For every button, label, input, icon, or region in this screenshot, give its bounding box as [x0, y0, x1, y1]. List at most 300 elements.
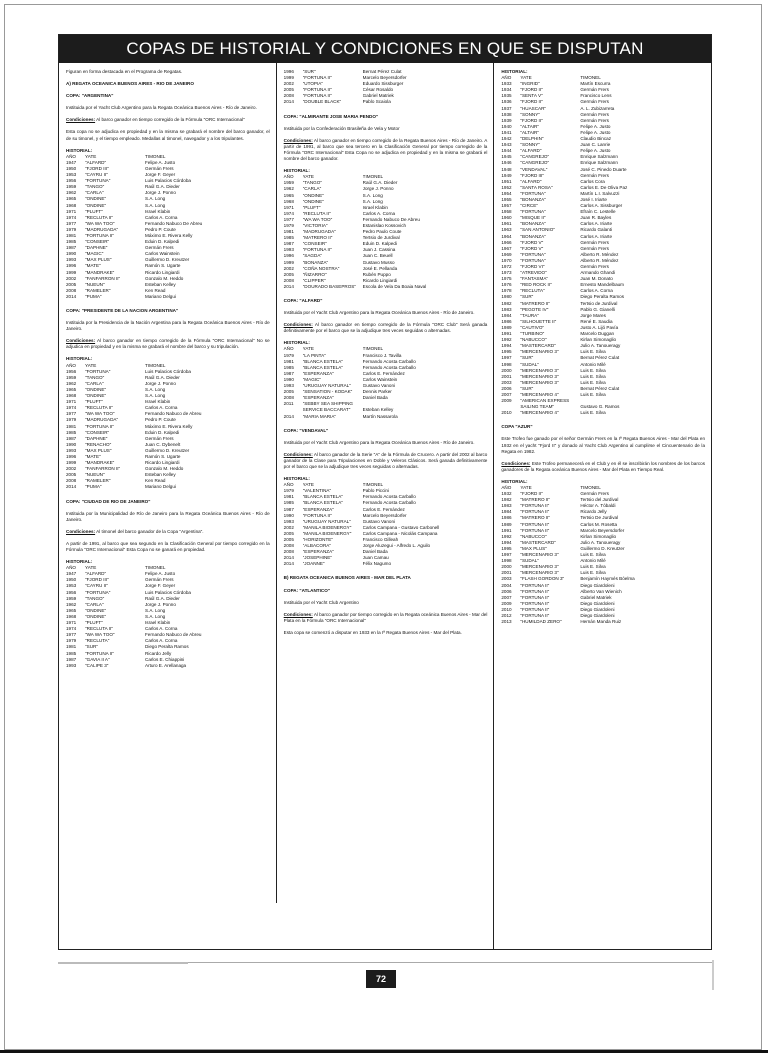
historial-table	[66, 559, 270, 669]
yacht-cell: "CARLA"	[302, 186, 322, 192]
year-cell: 1962	[66, 190, 77, 196]
helmsman-cell: Tertsio de Jurdival	[362, 235, 400, 241]
helmsman-cell: Raúl G.A. Dieder	[362, 180, 398, 186]
column-2	[276, 63, 494, 903]
helmsman-cell: Enrique Salzmann	[580, 154, 618, 160]
yacht-cell: "RENACHO"	[85, 441, 112, 447]
helmsman-cell: S.A. Long	[145, 386, 166, 392]
copa-title: COPA: "ALFARD"	[283, 298, 323, 303]
year-cell: 1954	[501, 190, 512, 196]
helmsman-cell: S.A. Long	[145, 607, 166, 613]
year-cell: 1963	[501, 227, 512, 233]
year-cell: 2002	[283, 524, 294, 530]
historial-row	[284, 561, 488, 567]
historial-table	[66, 148, 270, 300]
yacht-cell: "MADRUGADA"	[85, 226, 119, 232]
yacht-cell: "FORTUNA"	[520, 257, 546, 263]
year-cell: 2014	[283, 561, 294, 567]
helmsman-cell: Germán Frers	[580, 245, 609, 251]
yacht-cell: "TANGO"	[85, 184, 105, 190]
conditions-label: Condiciones:	[283, 611, 313, 617]
helmsman-cell: Jorge J. Ponno	[145, 380, 176, 386]
helmsman-cell: Raúl G.A. Dieder	[145, 184, 180, 190]
year-cell: 1998	[501, 558, 512, 564]
helmsman-cell: Luis E. Silva	[580, 410, 606, 416]
copa-description: Instituida por el Yacht Club Argentino para la Regata Oceánica Buenos Aires - Río de Janeiro.	[283, 310, 475, 316]
year-cell: 2005	[283, 389, 294, 395]
helmsman-cell: Diego Peralta Ramos	[580, 294, 625, 300]
year-cell: 1962	[66, 380, 77, 386]
helmsman-cell: Gustavo Musso	[362, 259, 395, 265]
year-cell: 1989	[501, 521, 512, 527]
helmsman-cell: S.A. Long	[145, 202, 166, 208]
year-cell: 1977	[66, 220, 77, 226]
yacht-cell: "CAUTIVO"	[520, 324, 545, 330]
yacht-cell: "BLANCA ESTELA"	[302, 500, 343, 506]
year-cell: 1999	[283, 75, 294, 81]
year-cell: 1969	[501, 251, 512, 257]
yacht-cell: "WA WA TOO"	[85, 220, 115, 226]
helmsman-cell: José E. Pellanda	[362, 265, 398, 271]
conditions-label: Condiciones:	[66, 338, 96, 344]
helmsman-cell: Alberto R. Méndez	[580, 257, 619, 263]
helmsman-cell: Fernando Acosta Carballo	[362, 494, 416, 500]
year-cell: 1968	[283, 198, 294, 204]
year-cell: 1936	[501, 99, 512, 105]
helmsman-cell: Luis E. Silva	[580, 564, 606, 570]
year-cell: 1978	[501, 288, 512, 294]
helmsman-cell: José C. Pinedo Duarte	[580, 166, 627, 172]
yacht-cell: "PLUFT"	[85, 399, 103, 405]
yacht-cell: "FJORD III"	[85, 165, 109, 171]
helmsman-cell: Justo A. Lijó Pavía	[580, 324, 619, 330]
yacht-cell: "MAGIC"	[302, 376, 321, 382]
helmsman-cell: Carlos Wainstein	[145, 251, 180, 257]
yacht-cell: "BLANCA ESTELA"	[302, 364, 343, 370]
yacht-cell: "ESPERANZA"	[302, 395, 334, 401]
yacht-cell: "FORTUNA II"	[85, 423, 114, 429]
yacht-cell: "LA PINTA"	[302, 352, 326, 358]
year-cell: 1979	[66, 226, 77, 232]
yacht-cell: "FJORD II"	[520, 491, 543, 497]
year-cell: 1974	[66, 214, 77, 220]
helmsman-cell: René E. Saudia	[580, 318, 613, 324]
helmsman-cell: Germán Frers	[145, 165, 174, 171]
helmsman-cell: Carlos Cora	[580, 178, 605, 184]
year-cell: 1983	[501, 503, 512, 509]
year-cell: 1976	[501, 282, 512, 288]
yacht-cell: "ESPERANZA"	[302, 370, 334, 376]
yacht-cell: "UTOPIA"	[302, 81, 323, 87]
helmsman-cell: Israel Klabin	[145, 399, 171, 405]
year-cell: 1968	[66, 202, 77, 208]
year-cell: 1991	[501, 527, 512, 533]
yacht-cell: "PLUFT"	[302, 204, 321, 210]
yacht-cell: "MERCENARIO 3"	[520, 349, 559, 355]
description-text: Esta copa se comenzó a disputar en 1933 en la Iª Regata Buenos Aires - Mar del Plata.	[283, 629, 462, 635]
yacht-cell: "MERCENARIO 3"	[520, 379, 559, 385]
helmsman-cell: Escola de Vela Da Boaia Naval	[362, 283, 427, 289]
historial-table	[284, 168, 488, 290]
yacht-cell: "AMERICAN EXPRESS	[520, 398, 570, 404]
year-cell: 1997	[501, 552, 512, 558]
year-cell: 1977	[283, 216, 294, 222]
yacht-cell: "SUR"	[520, 355, 534, 361]
yacht-cell: "SEBBY SEA SHIPPING	[302, 401, 353, 407]
yacht-cell: "FORTUNA"	[520, 190, 546, 196]
yacht-cell: "TAURA"	[520, 312, 539, 318]
conditions-label: Condiciones:	[66, 528, 96, 534]
helmsman-cell: A. L. Zubizarreta	[580, 105, 615, 111]
helmsman-cell: Jorge Mares	[580, 312, 606, 318]
yacht-cell: "CONSEIR"	[85, 239, 110, 245]
year-cell: 2005	[66, 281, 77, 287]
yacht-cell: "DELPHIN"	[520, 136, 544, 142]
year-cell: 1970	[501, 257, 512, 263]
year-cell: 1979	[66, 417, 77, 423]
yacht-cell: "MAGIC"	[85, 251, 104, 257]
yacht-cell: "CARLA"	[85, 601, 104, 607]
helmsman-cell: Alberto R. Méndez	[580, 251, 619, 257]
year-cell: 1987	[66, 245, 77, 251]
copa-title: COPA: "ARGENTINA"	[66, 93, 114, 99]
copa-title: COPA: "CIUDAD DE RIO DE JANEIRO"	[66, 498, 151, 504]
helmsman-cell: Alberto Van Wienich	[580, 588, 622, 594]
year-cell: 1991	[501, 331, 512, 337]
helmsman-cell: Bernat Pérez Culat	[580, 385, 620, 391]
historial-continued	[284, 69, 488, 106]
header-year: AÑO	[66, 153, 76, 159]
year-cell: 2003	[501, 576, 512, 582]
historial-row	[501, 410, 705, 416]
yacht-cell: "TURBINO"	[520, 331, 545, 337]
header-helmsman: TIMONEL	[580, 75, 601, 81]
year-cell: 2002	[283, 81, 294, 87]
helmsman-cell: Carlos E. Fernández	[362, 370, 405, 376]
helmsman-cell: Israel Klabin	[145, 208, 171, 214]
helmsman-cell: Jorge F. Geyer	[145, 172, 176, 178]
year-cell: 1981	[283, 494, 294, 500]
yacht-cell: "ÑIZARRO"	[302, 271, 327, 277]
year-cell: 1987	[283, 370, 294, 376]
header-year: AÑO	[66, 565, 76, 571]
yacht-cell: "FORTUNA"	[85, 589, 111, 595]
column-3	[493, 63, 711, 949]
header-yacht: YATE	[85, 565, 97, 571]
yacht-cell: "WA WA TOO"	[85, 411, 115, 417]
year-cell: 1981	[283, 229, 294, 235]
yacht-cell: "RAMELER"	[85, 287, 111, 293]
header-yacht: YATE	[302, 346, 314, 352]
yacht-cell: "FANTASMA"	[520, 276, 549, 282]
year-cell: 2008	[283, 549, 294, 555]
yacht-cell: "FORTUNA"	[520, 251, 546, 257]
yacht-cell: "CARLA"	[85, 380, 104, 386]
yacht-cell: "MATRERO II"	[520, 515, 551, 521]
yacht-cell: "MANDRAKE"	[85, 269, 115, 275]
year-cell: 2005	[283, 87, 294, 93]
helmsman-cell: Fernando Nabuco De Abreu	[362, 216, 420, 222]
yacht-cell: "RAMELER"	[85, 478, 111, 484]
yacht-cell: "NABUCCO"	[520, 533, 547, 539]
year-cell: 2014	[66, 293, 77, 299]
yacht-cell: "ALFARD"	[85, 159, 107, 165]
page-title: COPAS DE HISTORIAL Y CONDICIONES EN QUE SE DISPUTAN	[59, 35, 711, 63]
helmsman-cell: Marcelo Beyersdorfer	[362, 512, 407, 518]
helmsman-cell: Ken Read	[145, 478, 166, 484]
yacht-cell: "HUMILDAD ZERO"	[520, 619, 562, 625]
year-cell: 1959	[66, 184, 77, 190]
helmsman-cell: Francisco Lens	[580, 93, 612, 99]
helmsman-cell: Carlos A. Corna	[145, 405, 178, 411]
yacht-cell: "FJORD II"	[520, 117, 543, 123]
yacht-cell: "FORTUNA II"	[520, 594, 550, 600]
helmsman-cell: Carlos A. Corna	[145, 626, 178, 632]
helmsman-cell: S.A. Long	[145, 393, 166, 399]
helmsman-cell: Israel Klabin	[145, 620, 171, 626]
year-cell: 2014	[283, 283, 294, 289]
helmsman-cell: Estanislao Kossovich	[362, 222, 407, 228]
helmsman-cell: Francisco J. Tavilla	[362, 352, 402, 358]
yacht-cell: "DOUBLE BLACK"	[302, 99, 342, 105]
conditions-text	[284, 322, 488, 334]
yacht-cell: "SANTA ROSA"	[520, 184, 553, 190]
copa-description: Este Trofeo fue ganado por el señor Germán Frers en la Iª Regata Buenos Aires - Mar del Plata en 1932 en el yacht "Fjord II" y donado al Yacht Club Argentino al cumplirse el Cincuentenario de la Regata en 1982.	[501, 436, 706, 454]
yacht-cell: "FORTUNA II"	[302, 75, 332, 81]
helmsman-cell: Máximo E. Rivera Kelly	[145, 232, 193, 238]
helmsman-cell: Carlos A. Corna	[362, 210, 396, 216]
year-cell: 1993	[283, 518, 294, 524]
year-cell: 1986	[501, 515, 512, 521]
helmsman-cell: Carlos A. Sissburger	[580, 203, 623, 209]
helmsman-cell: Esteban Kelley	[145, 281, 176, 287]
helmsman-cell: S.A. Long	[145, 196, 166, 202]
helmsman-cell: Benjamín Haymés Bóelma	[580, 576, 635, 582]
yacht-cell: "CONSEIR"	[85, 429, 110, 435]
historial-table	[501, 69, 705, 416]
year-cell: 1983	[501, 306, 512, 312]
yacht-cell: "RED ROCK II"	[520, 282, 552, 288]
year-cell: 1960	[501, 215, 512, 221]
header-yacht: YATE	[85, 362, 97, 368]
year-cell: 2012	[501, 612, 512, 618]
page-number: 72	[366, 970, 396, 988]
yacht-cell: "FJORD III"	[520, 172, 545, 178]
yacht-cell: "FLASH GORDON 3"	[520, 576, 565, 582]
year-cell: 1985	[66, 650, 77, 656]
yacht-cell: "TANGO"	[85, 595, 105, 601]
yacht-cell: "FJORD III"	[85, 577, 109, 583]
yacht-cell: "URUGUAY NATURAL"	[302, 518, 351, 524]
yacht-cell: "ESPERANZA"	[302, 549, 334, 555]
year-cell: 1985	[283, 235, 294, 241]
year-cell: 2008	[283, 543, 294, 549]
bottom-border	[0, 1050, 768, 1053]
year-cell: 2014	[283, 413, 294, 419]
yacht-cell: "PUMA"	[85, 293, 102, 299]
year-cell: 1996	[66, 263, 77, 269]
conditions-label: Condiciones:	[283, 137, 313, 143]
helmsman-cell: Luis Palacios Córdoba	[145, 368, 191, 374]
year-cell: 1984	[501, 312, 512, 318]
helmsman-cell: Pablo Scaiola	[362, 99, 391, 105]
year-cell: 1984	[501, 509, 512, 515]
yacht-cell: "CALIPE 3"	[85, 662, 109, 668]
helmsman-cell: Luis E. Silva	[580, 349, 606, 355]
helmsman-cell: Fernando Nabuco de Abreu	[145, 411, 202, 417]
copa-description: Instituida por el Yacht Club Argentino para la Regata Oceánica Buenos Aires - Río de Janeiro.	[66, 105, 257, 111]
helmsman-cell: Germán Frers	[580, 264, 609, 269]
year-cell: 1990	[283, 512, 294, 518]
year-cell: 1985	[66, 239, 77, 245]
year-cell: 2010	[501, 606, 512, 612]
yacht-cell: "MADRUGADA"	[85, 417, 119, 423]
year-cell: 1939	[501, 117, 512, 123]
conditions-label: Condiciones:	[501, 460, 531, 466]
year-cell: 2006	[501, 385, 512, 391]
year-cell: 1993	[283, 383, 294, 389]
yacht-cell: "FJORD V"	[520, 245, 544, 251]
year-cell: 1993	[66, 257, 77, 263]
yacht-cell: "PLUFT"	[85, 208, 103, 214]
helmsman-cell: Antonio Milé	[580, 558, 606, 564]
year-cell: 1948	[501, 166, 512, 172]
helmsman-cell: Luis E. Silva	[580, 570, 606, 576]
helmsman-cell: Ricardo Lingiardi	[145, 269, 180, 275]
yacht-cell: SAILING TEAM"	[520, 404, 555, 410]
year-cell: 1956	[66, 368, 77, 374]
helmsman-cell: Guillermo D. Kreutzer	[145, 257, 190, 263]
year-cell: 1971	[283, 204, 294, 210]
year-cell: 2001	[501, 373, 512, 379]
year-cell: 2014	[66, 484, 77, 490]
yacht-cell: "ATREVIDO"	[520, 270, 547, 276]
helmsman-cell: Jorge F. Geyer	[145, 583, 176, 589]
year-cell: 2005	[283, 271, 294, 277]
historial-label: HISTORIAL:	[66, 356, 93, 362]
year-cell: 1985	[283, 364, 294, 370]
description-text: Esta copa no se adjudica en propiedad y en la misma se grabará el nombre del barco ganador, el de su timonel, y el tiempo empleado. Medallas al timonel, navegador y a los tripulantes.	[66, 129, 270, 141]
yacht-cell: "NABUCCO"	[520, 337, 547, 343]
historial-row	[501, 619, 705, 625]
year-cell: 1942	[501, 136, 512, 142]
header-helmsman: TIMONEL	[362, 346, 384, 352]
helmsman-cell: Germán Frers	[145, 577, 174, 583]
yacht-cell: "JOSEPHINE"	[302, 555, 332, 561]
yacht-cell: "BLANCA ESTELA"	[302, 358, 343, 364]
header-helmsman: TIMONEL	[580, 485, 601, 490]
conditions-label: Condiciones:	[66, 117, 96, 123]
year-cell: 2002	[66, 466, 77, 472]
yacht-cell: "ALTAIR"	[520, 123, 540, 129]
year-cell: 1992	[501, 337, 512, 343]
yacht-cell: "CARLA"	[85, 190, 104, 196]
year-cell: 1996	[283, 253, 294, 259]
historial-label: HISTORIAL:	[283, 168, 310, 174]
historial-table	[284, 340, 488, 419]
year-cell: 1981	[66, 644, 77, 650]
yacht-cell: "ALFARD"	[520, 148, 542, 154]
yacht-cell: "SUR"	[85, 644, 98, 650]
intro-text: Figuran en forma destacada en el Programa de Regatas.	[66, 69, 183, 74]
yacht-cell: "MATE"	[85, 263, 101, 269]
header-helmsman: TIMONEL	[362, 482, 384, 488]
year-cell: 1956	[66, 589, 77, 595]
yacht-cell: "FORTUNA II"	[85, 232, 114, 238]
helmsman-cell: Juan C. Dybenelt	[145, 441, 181, 447]
year-cell: 2009	[501, 600, 512, 606]
yacht-cell: "WA WA TOO"	[302, 216, 333, 222]
year-cell: 1959	[283, 180, 294, 186]
helmsman-cell: Juan C. Lanrie	[580, 142, 611, 148]
year-cell: 1993	[66, 662, 77, 668]
yacht-cell: "FORTUNA II"	[520, 521, 550, 527]
yacht-cell: "FJORD VI"	[520, 264, 545, 269]
year-cell: 1981	[66, 423, 77, 429]
year-cell: 1998	[501, 361, 512, 367]
helmsman-cell: Felipe A. Justo	[145, 159, 176, 165]
helmsman-cell: Máximo E. Rivera Kelly	[145, 423, 193, 429]
helmsman-cell: Jorge J. Ponno	[362, 186, 394, 192]
year-cell: 1933	[501, 81, 512, 87]
year-cell: 1987	[283, 241, 294, 247]
yacht-cell: "SUDAL"	[520, 558, 539, 564]
helmsman-cell: S.A. Long	[362, 192, 383, 198]
yacht-cell: "CAYRU II"	[85, 172, 108, 178]
year-cell: 1979	[66, 638, 77, 644]
header-helmsman: TIMONEL	[362, 174, 384, 180]
yacht-cell: "ONDINE"	[85, 196, 107, 202]
helmsman-cell: Pablo G. Gianelli	[580, 306, 615, 312]
helmsman-cell: Ricardo Jelly	[145, 650, 172, 656]
helmsman-cell: Fernando Nabuco De Abreu	[145, 220, 203, 226]
helmsman-cell: Fernando Acosta Carballo	[362, 364, 416, 370]
yacht-cell: "MATE"	[85, 453, 101, 459]
year-cell: 2002	[283, 265, 294, 271]
yacht-cell: "FORTUNA II"	[85, 650, 114, 656]
year-cell: 2004	[501, 582, 512, 588]
helmsman-cell: Guillermo D. Kreutzer	[145, 447, 190, 453]
helmsman-cell: Mariano Delgui	[145, 484, 176, 490]
yacht-cell: "HORIZONTE"	[302, 537, 333, 542]
conditions-text	[66, 117, 270, 123]
helmsman-cell: Ken Read	[145, 287, 166, 293]
year-cell: 1994	[501, 539, 512, 545]
helmsman-cell: Eduin D. Kalpedi	[362, 241, 397, 247]
helmsman-cell: Héctor A. Tóbaldi	[580, 503, 616, 509]
header-year: AÑO	[283, 174, 294, 180]
yacht-cell: "NUEUN"	[85, 281, 105, 287]
helmsman-cell: Germán Frers	[580, 491, 609, 497]
year-cell: 1974	[66, 405, 77, 411]
year-cell: 1994	[501, 343, 512, 349]
yacht-cell: "SONNY"	[520, 111, 540, 117]
copa-title: COPA: "PRESIDENTE DE LA NACION ARGENTINA"	[66, 308, 179, 313]
year-cell: 1982	[501, 300, 512, 306]
year-cell: 1944	[501, 148, 512, 154]
year-cell: 1968	[66, 393, 77, 399]
year-cell: 1989	[501, 324, 512, 330]
yacht-cell: "FORTUNA"	[85, 368, 111, 374]
yacht-cell: "MAX PLUS"	[520, 545, 547, 551]
yacht-cell: "BONANZA"	[302, 259, 329, 265]
helmsman-cell: Guillermo D. Kreutzer	[580, 545, 625, 551]
yacht-cell: "RECLUTA"	[85, 638, 110, 644]
helmsman-cell: Carlos M. Rosetta	[580, 521, 618, 527]
year-cell: 2010	[501, 410, 512, 416]
helmsman-cell: Jorge J. Ponno	[145, 601, 176, 607]
header-yacht: YATE	[520, 75, 532, 81]
